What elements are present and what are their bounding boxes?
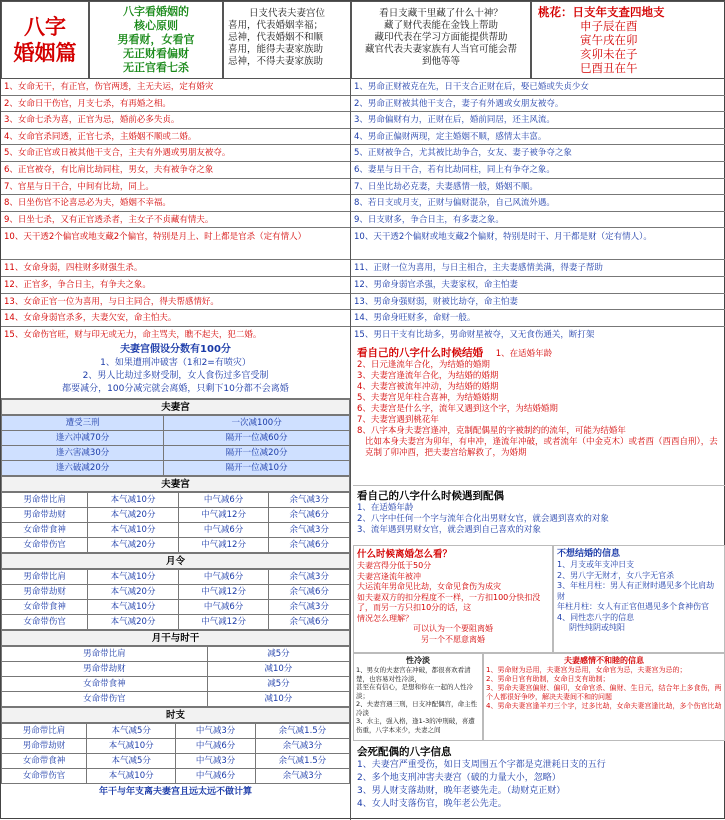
stem-table bbox=[1, 646, 350, 707]
male-rule-11: 11、正财一位为喜用，与日主相合，主夫妻感情美满，得妻子帮助 bbox=[351, 260, 725, 277]
table-cell: 中气减6分 bbox=[178, 493, 269, 508]
table-cell: 男命带比肩 bbox=[2, 647, 208, 662]
table-row bbox=[2, 416, 350, 431]
marry-line-3: 3、夫妻宫逢流年合化，为结婚的婚期 bbox=[357, 371, 499, 381]
table-cell: 隔开一位减10分 bbox=[164, 461, 350, 476]
marry-line-2: 2、日元逢流年合化，为结婚的婚期 bbox=[357, 360, 490, 370]
unlucky-line-1: 1、月支或年支冲日支 bbox=[557, 560, 635, 569]
table-cell: 逢六破减20分 bbox=[2, 461, 164, 476]
table-cell: 中气减6分 bbox=[176, 769, 256, 784]
table-cell: 中气减3分 bbox=[176, 724, 256, 739]
table-cell: 男命带劫财 bbox=[2, 662, 208, 677]
scoring-section bbox=[1, 341, 351, 820]
principle-3: 男看财，女看官 bbox=[117, 33, 195, 46]
table-cell: 男命带比肩 bbox=[2, 724, 87, 739]
table-cell: 本气减20分 bbox=[88, 508, 179, 523]
death-line-3: 3、男人财支落劫财，晚年老婆先走。（劫财克正财） bbox=[357, 785, 566, 796]
table-row bbox=[2, 493, 350, 508]
male-rule-4: 4、男命正偏财两现，定主婚姻不顺，感情太丰富。 bbox=[351, 129, 725, 146]
unlucky-section bbox=[553, 545, 725, 653]
divorce-line-6: 可以认为一个要阻离婚 bbox=[413, 624, 493, 633]
principle-2: 核心原则 bbox=[134, 19, 178, 32]
table-cell: 一次减100分 bbox=[164, 416, 350, 431]
table-row bbox=[2, 461, 350, 476]
divorce-title: 什么时候离婚怎么看？ bbox=[357, 549, 453, 560]
table-cell: 余气减3分 bbox=[269, 493, 350, 508]
marry-line-8: 8、八字本身夫妻宫逢冲，克制配偶星的字被制约的流年，可能为结婚年 bbox=[357, 426, 626, 436]
table-cell: 本气减20分 bbox=[88, 615, 179, 630]
marry-line-6: 6、夫妻宫是什么字，流年又遇到这个字，为结婚婚期 bbox=[357, 404, 558, 414]
table-cell: 余气减1.5分 bbox=[255, 754, 349, 769]
table-cell: 女命带伤官 bbox=[2, 615, 88, 630]
meet-when-section bbox=[353, 485, 725, 541]
female-rule-15: 15、女命伤官旺，财与印无或无力，命主骂夫，瞧不起夫，犯二婚。 bbox=[1, 327, 350, 341]
spouse-palace-table bbox=[1, 415, 350, 476]
table-row bbox=[2, 724, 350, 739]
table-row bbox=[2, 538, 350, 553]
unlucky-line-3: 3、年柱月柱：男人有正财时遇见多个比肩劫财 bbox=[557, 581, 715, 601]
peach-line-4: 亥卯未在子 bbox=[580, 47, 638, 61]
male-rule-7: 7、日坐比劫必克妻，夫妻感情一般，婚姻不顺。 bbox=[351, 179, 725, 196]
table-cell: 余气减6分 bbox=[269, 508, 350, 523]
scoring-title: 夫妻宫假设分数有100分 bbox=[120, 344, 231, 355]
death-line-4: 4、女人时支落伤官，晚年老公先走。 bbox=[357, 798, 507, 809]
table-cell: 男命带比肩 bbox=[2, 493, 88, 508]
table-cell: 余气减1.5分 bbox=[255, 724, 349, 739]
peach-line-5: 巳酉丑在午 bbox=[580, 61, 638, 75]
title-line2: 婚姻篇 bbox=[13, 40, 77, 65]
male-rules-list bbox=[351, 79, 725, 341]
hour-table bbox=[1, 723, 350, 784]
male-rule-5: 5、正财被争合，尤其被比劫争合，女友、妻子被争夺之象 bbox=[351, 145, 725, 162]
disharmony-line-4: 4、男命夫妻宫逢羊刃三个字，过多比劫，女命夫妻宫逢比劫，多个伤官比劫 bbox=[486, 702, 722, 710]
table-row bbox=[2, 508, 350, 523]
marry-line-5: 5、夫妻宫见年柱合喜神，为结婚婚期 bbox=[357, 393, 499, 403]
hidden-line-3: 藏印代表在学习方面能提供帮助 bbox=[374, 32, 508, 43]
death-line-2: 2、多个地支刑冲害夫妻宫（破的力量大小，忽略） bbox=[357, 772, 561, 783]
table-cell: 中气减6分 bbox=[176, 739, 256, 754]
table-cell: 男命带劫财 bbox=[2, 739, 87, 754]
table-cell: 余气减3分 bbox=[255, 769, 349, 784]
table-cell: 本气减10分 bbox=[88, 570, 179, 585]
table-cell: 中气减6分 bbox=[178, 600, 269, 615]
table-cell: 本气减5分 bbox=[87, 754, 176, 769]
table-cell: 中气减6分 bbox=[178, 523, 269, 538]
table-cell: 隔开一位减20分 bbox=[164, 446, 350, 461]
unlucky-line-6: 阴性纯阴或纯阳 bbox=[569, 623, 625, 632]
table-cell: 中气减3分 bbox=[176, 754, 256, 769]
table-cell: 余气减6分 bbox=[269, 538, 350, 553]
month-heading: 月令 bbox=[1, 553, 350, 569]
coldness-line-2: 甚至在有信心，是想和你在一起的人性冷淡； bbox=[356, 683, 473, 700]
male-rule-3: 3、男命偏财有力，正财在后，婚前同居，还主风流。 bbox=[351, 112, 725, 129]
palace-line-1: 日支代表夫妻宫位 bbox=[248, 8, 325, 19]
peach-line-3: 寅午戌在卯 bbox=[580, 33, 638, 47]
palace-line-5: 忌神，不得夫妻家族助 bbox=[228, 56, 324, 67]
meet-line-2: 2、八字中任何一个字与流年合化出男财女官，就会遇到喜欢的对象 bbox=[357, 513, 609, 524]
female-rules-list bbox=[1, 79, 351, 341]
principles-box bbox=[89, 1, 223, 79]
table-row bbox=[2, 692, 350, 707]
table-cell: 女命带食神 bbox=[2, 523, 88, 538]
female-rule-13: 13、女命正官一位为喜用，与日主同合，得夫帮感情好。 bbox=[1, 294, 350, 311]
scoring-line-3: 都要减分，100分减完就会离婚，只剩下10分都不会离婚 bbox=[62, 384, 289, 394]
table-cell: 男命带劫财 bbox=[2, 508, 88, 523]
palace2-table bbox=[1, 492, 350, 553]
disharmony-line-2: 2、男命日官有助制，女命日支有助制； bbox=[486, 675, 610, 683]
coldness-title: 性冷淡 bbox=[406, 656, 430, 665]
spouse-palace-heading: 夫妻宫 bbox=[1, 399, 350, 415]
hidden-line-4: 藏官代表夫妻家族有人当官可能会帮 bbox=[364, 44, 517, 55]
marry-line-9: 比如本身夫妻宫为卯年，有申冲，逢流年冲破，或者流年（中金克木）或者酉（酉酉自刑），去克制了卯冲酉，把夫妻宫给解救了，为婚期 bbox=[365, 437, 718, 458]
divorce-line-5: 情况怎么理解？ bbox=[357, 613, 413, 623]
coldness-line-3: 2、夫妻宫遇三刑，日支冲配偶宫，命主性冷淡 bbox=[356, 700, 478, 717]
female-rule-2: 2、女命日干伤官，月支七杀，有再婚之相。 bbox=[1, 96, 350, 113]
stem-heading: 月干与时干 bbox=[1, 630, 350, 646]
table-cell: 本气减10分 bbox=[88, 523, 179, 538]
table-cell: 女命带食神 bbox=[2, 754, 87, 769]
hidden-stem-box bbox=[351, 1, 531, 79]
table-cell: 减5分 bbox=[207, 677, 349, 692]
table-row bbox=[2, 523, 350, 538]
coldness-section bbox=[353, 653, 483, 741]
table-cell: 女命带食神 bbox=[2, 677, 208, 692]
female-rule-5: 5、女命正官或日被其他干支合，主夫有外遇或男朋友被夺。 bbox=[1, 145, 350, 162]
scoring-line-1: 1、如果遭刑冲破害（1和2=有喷灾） bbox=[100, 358, 251, 368]
unlucky-line-2: 2、男八字无财才，女八字无官杀 bbox=[557, 570, 675, 580]
table-row bbox=[2, 739, 350, 754]
principle-1: 八字看婚姻的 bbox=[123, 5, 189, 18]
palace2-heading: 夫妻宫 bbox=[1, 476, 350, 492]
table-cell: 本气减10分 bbox=[88, 493, 179, 508]
table-cell: 本气减20分 bbox=[88, 538, 179, 553]
table-cell: 本气减10分 bbox=[87, 739, 176, 754]
table-row bbox=[2, 585, 350, 600]
hidden-line-2: 藏了财代表能在金钱上帮助 bbox=[383, 20, 498, 31]
table-row bbox=[2, 570, 350, 585]
table-cell: 女命带伤官 bbox=[2, 538, 88, 553]
table-row bbox=[2, 662, 350, 677]
table-cell: 中气减12分 bbox=[178, 585, 269, 600]
female-rule-4: 4、女命官杀同透，正官七杀，主婚姻不顺或二婚。 bbox=[1, 129, 350, 146]
table-cell: 余气减6分 bbox=[269, 615, 350, 630]
principle-4: 无正财看偏财 bbox=[123, 47, 189, 60]
table-row bbox=[2, 446, 350, 461]
hidden-line-5: 到他等等 bbox=[421, 56, 460, 67]
table-cell: 男命带比肩 bbox=[2, 570, 88, 585]
female-rule-8: 8、日坐伤官不论喜忌必为夫，婚姻不幸福。 bbox=[1, 195, 350, 212]
table-row bbox=[2, 615, 350, 630]
table-cell: 余气减3分 bbox=[269, 523, 350, 538]
female-rule-10: 10、天干透2个偏官或地支藏2个偏官，特别是月上、时上都是官杀（定有情人） bbox=[1, 228, 350, 260]
unlucky-line-5: 4、同性恋八字的信息 bbox=[557, 612, 635, 622]
table-cell: 减10分 bbox=[207, 662, 349, 677]
table-cell: 女命带食神 bbox=[2, 600, 88, 615]
female-rule-3: 3、女命七杀为喜，正官为忌，婚前必多失贞。 bbox=[1, 112, 350, 129]
death-title: 会死配偶的八字信息 bbox=[357, 746, 452, 758]
table-cell: 减5分 bbox=[207, 647, 349, 662]
table-cell: 隔开一位减60分 bbox=[164, 431, 350, 446]
marry-when-title: 看自己的八字什么时候结婚 bbox=[357, 347, 483, 359]
marry-line-7: 7、夫妻宫遇到桃花年 bbox=[357, 415, 439, 425]
female-rule-1: 1、女命无干，有正官，伤官两透，主无夫运，定有婚灾 bbox=[1, 79, 350, 96]
table-row bbox=[2, 769, 350, 784]
male-rule-13: 13、男命身强财弱，财被比劫夺，命主怕妻 bbox=[351, 294, 725, 311]
peach-line-2: 申子辰在酉 bbox=[580, 19, 638, 33]
female-rule-11: 11、女命身弱，四柱财多财强生杀。 bbox=[1, 260, 350, 277]
peach-line-1: 桃花：日支年支查四地支 bbox=[538, 5, 665, 19]
disharmony-section bbox=[483, 653, 725, 741]
title-box bbox=[1, 1, 89, 79]
table-cell: 本气减5分 bbox=[87, 724, 176, 739]
female-rule-7: 7、官星与日干合，中间有比劫，同上。 bbox=[1, 179, 350, 196]
divorce-line-4: 如夫妻双方的扣分程度不一样，一方扣100分快扣没了，而另一方只扣10分的话，这 bbox=[357, 592, 541, 612]
hidden-line-1: 看日支藏干里藏了什么十神？ bbox=[379, 8, 503, 19]
table-cell: 中气减12分 bbox=[178, 615, 269, 630]
male-rule-14: 14、男命身旺财多，命财一般。 bbox=[351, 310, 725, 327]
table-cell: 本气减20分 bbox=[88, 585, 179, 600]
table-cell: 中气减6分 bbox=[178, 570, 269, 585]
male-rule-8: 8、若日支或月支，正财与偏财混杂，自己风流外遇。 bbox=[351, 195, 725, 212]
table-row bbox=[2, 754, 350, 769]
principle-5: 无正官看七杀 bbox=[123, 61, 189, 74]
table-cell: 本气减10分 bbox=[87, 769, 176, 784]
table-cell: 中气减12分 bbox=[178, 508, 269, 523]
table-cell: 遭受三刑 bbox=[2, 416, 164, 431]
male-rule-12: 12、男命身弱官杀强，夫妻家权，命主怕妻 bbox=[351, 277, 725, 294]
palace-line-4: 喜用，能得夫妻家族助 bbox=[228, 44, 324, 55]
hour-heading: 时支 bbox=[1, 707, 350, 723]
table-row bbox=[2, 677, 350, 692]
scoring-intro bbox=[1, 341, 350, 399]
table-row bbox=[2, 600, 350, 615]
female-rule-12: 12、正官多，争合日主，有争夫之象。 bbox=[1, 277, 350, 294]
female-rule-14: 14、女命身弱官杀多，夫妻欠安，命主怕夫。 bbox=[1, 310, 350, 327]
divorce-section bbox=[353, 545, 553, 653]
divorce-line-7: 另一个不愿意离婚 bbox=[421, 634, 485, 644]
coldness-line-4: 3、水主，强入格，逢1-3的冲刑破，喜遭伤重，八字本来少，夫妻之间 bbox=[356, 717, 475, 734]
meet-when-title: 看自己的八字什么时候遇到配偶 bbox=[357, 490, 504, 502]
table-cell: 女命带伤官 bbox=[2, 769, 87, 784]
disharmony-title: 夫妻感情不和睦的信息 bbox=[564, 656, 644, 665]
male-rule-10: 10、天干透2个偏财或地支藏2个偏财，特别是时干、月干都是财（定有情人）。 bbox=[351, 228, 725, 260]
table-cell: 余气减6分 bbox=[269, 585, 350, 600]
palace-box bbox=[223, 1, 351, 79]
table-cell: 逢六冲减70分 bbox=[2, 431, 164, 446]
coldness-line-1: 1、男女的夫妻宫在冲破，都很喜欢看清楚，也容易对性冷淡， bbox=[356, 666, 471, 683]
table-row bbox=[2, 431, 350, 446]
male-rule-6: 6、妻星与日干合，若有比劫同柱，同上有争夺之象。 bbox=[351, 162, 725, 179]
death-line-1: 1、夫妻宫严重受伤，如日支周围五个字都是克泄耗日支的五行 bbox=[357, 759, 606, 770]
meet-line-3: 3、流年遇到男财女官，就会遇到自己喜欢的对象 bbox=[357, 524, 541, 535]
table-cell: 余气减3分 bbox=[255, 739, 349, 754]
table-cell: 男命带劫财 bbox=[2, 585, 88, 600]
disharmony-line-1: 1、男命财为忌用，夫妻宫为忌用，女命官为忌，夫妻宫为忌的； bbox=[486, 666, 687, 674]
palace-line-2: 喜用，代表婚姻幸福； bbox=[228, 20, 324, 31]
table-cell: 余气减3分 bbox=[269, 570, 350, 585]
table-cell: 逢六害减30分 bbox=[2, 446, 164, 461]
divorce-line-2: 夫妻宫逢流年被冲 bbox=[357, 571, 421, 581]
divorce-line-3: 大运流年男命见比劫，女命见食伤为成灾 bbox=[357, 582, 501, 591]
title-line1: 八字 bbox=[24, 14, 66, 39]
unlucky-title: 不想结婚的信息 bbox=[557, 549, 621, 559]
unlucky-line-4: 年柱月柱：女人有正官但遇见多个食神伤官 bbox=[557, 602, 709, 611]
table-cell: 余气减3分 bbox=[269, 600, 350, 615]
marry-line-4: 4、夫妻宫被流年冲动，为结婚的婚期 bbox=[357, 382, 499, 392]
scoring-line-2: 2、男人比劫过多财受制，女人食伤过多官受制 bbox=[82, 371, 269, 381]
female-rule-6: 6、正官被夺，有比肩比劫同柱，男女，夫有被争夺之象 bbox=[1, 162, 350, 179]
month-table bbox=[1, 569, 350, 630]
table-cell: 中气减12分 bbox=[178, 538, 269, 553]
meet-line-1: 1、在适婚年龄 bbox=[357, 502, 414, 513]
table-row bbox=[2, 647, 350, 662]
male-rule-1: 1、男命正财被克在先，日干支合正财在后，娶已婚或失贞少女 bbox=[351, 79, 725, 96]
marry-when-sub: 1、在适婚年龄 bbox=[495, 349, 553, 359]
death-section bbox=[353, 743, 725, 818]
female-rule-9: 9、日坐七杀，又有正官透杀者，主女子不贞藏有情夫。 bbox=[1, 212, 350, 229]
disharmony-line-3: 3、男命夫妻宫偏财、偏印，女命官杀、偏财、生日元，结合年上多食伤，两个人都很好争吵，解决夫妻间不和的问题 bbox=[486, 684, 722, 701]
peach-blossom-box bbox=[531, 1, 725, 79]
male-rule-15: 15、男日干支有比劫多，男命财星被夺，又无食伤通关，断打架 bbox=[351, 327, 725, 341]
palace-line-3: 忌神，代表婚姻不和顺 bbox=[228, 32, 324, 43]
male-rule-9: 9、日支财多，争合日主，有多妻之象。 bbox=[351, 212, 725, 229]
divorce-line-1: 夫妻宫得分低于50分 bbox=[357, 561, 432, 570]
male-rule-2: 2、男命正财被其他干支合，妻子有外遇或女朋友被夺。 bbox=[351, 96, 725, 113]
marry-when-section bbox=[353, 343, 725, 481]
table-cell: 女命带伤官 bbox=[2, 692, 208, 707]
table-cell: 本气减10分 bbox=[88, 600, 179, 615]
table-cell: 减10分 bbox=[207, 692, 349, 707]
footer-note: 年干与年支离夫妻宫且远太远不做计算 bbox=[98, 787, 252, 797]
